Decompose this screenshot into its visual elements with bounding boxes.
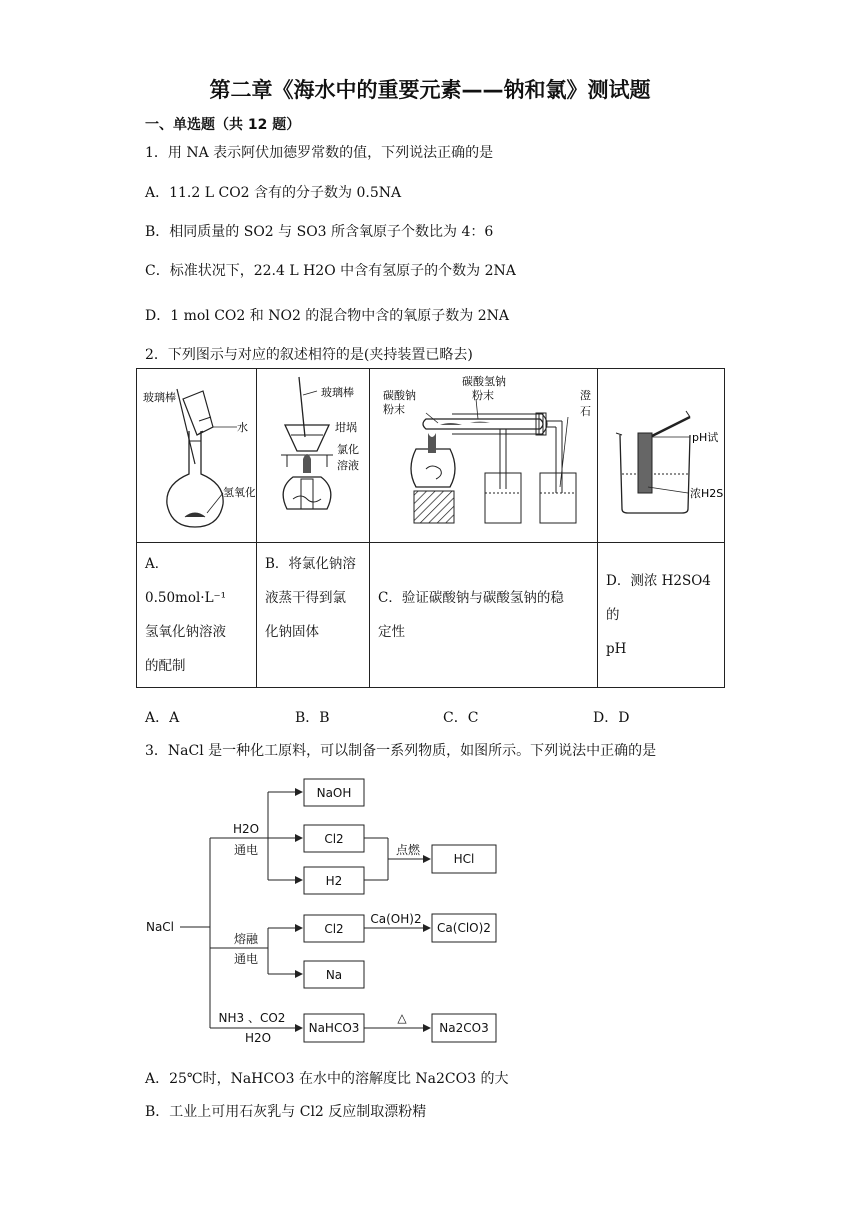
q2-figure-table: [136, 368, 725, 688]
q1-option-b: B．相同质量的 SO2 与 SO3 所含氧原子个数比为 4：6: [145, 224, 494, 240]
caption-c-line1: C．验证碳酸钠与碳酸氢钠的稳: [378, 590, 564, 606]
box-caclo2: Ca(ClO)2: [437, 921, 491, 935]
figa-label-water: 水: [237, 421, 248, 434]
caption-b-line3: 化钠固体: [265, 624, 319, 640]
q2-choice-b: B．B: [295, 710, 330, 726]
q1-option-d: D．1 mol CO2 和 NO2 的混合物中含的氧原子数为 2NA: [145, 308, 510, 324]
q3-option-b: B．工业上可用石灰乳与 Cl2 反应制取漂粉精: [145, 1104, 427, 1120]
box-h2: H2: [325, 874, 343, 888]
caption-b-line2: 液蒸干得到氯: [265, 590, 346, 606]
caption-b: [257, 543, 370, 688]
figure-a: [137, 369, 257, 543]
box-hcl: HCl: [453, 852, 475, 866]
volumetric-flask-illustration: [137, 369, 255, 538]
q2-choice-d: D．D: [593, 710, 630, 726]
diagram-root: NaCl: [145, 920, 175, 934]
ph-test-illustration: [598, 369, 723, 538]
nacl-flow-diagram: [140, 770, 510, 1055]
box-na: Na: [325, 968, 343, 982]
figa-label-naoh: 氢氧化: [223, 486, 255, 499]
branch2-label-molten: 熔融: [233, 932, 259, 946]
caption-a-line1: A．0.50mol·L⁻¹: [145, 556, 227, 606]
box-na2co3: Na2CO3: [439, 1021, 489, 1035]
figa-label-glass-rod: 玻璃棒: [143, 391, 176, 404]
q2-choice-c: C．C: [443, 710, 479, 726]
caption-c-line2: 定性: [378, 624, 405, 640]
figb-label-chloride: 氯化: [337, 443, 359, 456]
caption-b-line1: B．将氯化钠溶: [265, 556, 356, 572]
evaporation-illustration: [257, 369, 368, 538]
figure-c: [370, 369, 598, 543]
caption-a: [137, 543, 257, 688]
box-cl2-b: Cl2: [324, 922, 344, 936]
section-heading: 一、单选题（共 12 题）: [145, 117, 301, 133]
thermal-stability-illustration: [370, 369, 596, 538]
figd-label-conc-h2so4: 浓H2S: [690, 487, 723, 500]
box-naoh: NaOH: [316, 786, 352, 800]
arrow-label-caoh2: Ca(OH)2: [370, 912, 422, 926]
branch3-label-water: H2O: [244, 1031, 272, 1045]
branch1-label-water: H2O: [232, 822, 260, 836]
q3-stem: 3．NaCl 是一种化工原料，可以制备一系列物质，如图所示。下列说法中正确的是: [145, 743, 657, 759]
q2-choice-a: A．A: [145, 710, 180, 726]
figure-d: [598, 369, 725, 543]
figc-label-nahco3: 碳酸氢钠: [462, 375, 506, 388]
arrow-label-heat: △: [397, 1011, 407, 1025]
q2-stem: 2．下列图示与对应的叙述相符的是(夹持装置已略去): [145, 347, 473, 363]
figb-label-glass-rod: 玻璃棒: [321, 386, 354, 399]
q1-stem: 1．用 NA 表示阿伏加德罗常数的值，下列说法正确的是: [145, 145, 494, 161]
figc-label-lime: 石: [580, 405, 591, 418]
figd-label-ph-paper: pH试: [692, 431, 719, 444]
caption-a-line2: 氢氧化钠溶液: [145, 624, 226, 640]
page-title: 第二章《海水中的重要元素——钠和氯》测试题: [209, 78, 651, 102]
figb-label-crucible: 坩埚: [335, 421, 357, 434]
caption-d: [598, 543, 725, 688]
q1-option-a: A．11.2 L CO2 含有的分子数为 0.5NA: [145, 185, 402, 201]
q3-option-a: A．25℃时，NaHCO3 在水中的溶解度比 Na2CO3 的大: [145, 1071, 509, 1087]
figb-label-solution: 溶液: [337, 459, 359, 472]
box-nahco3: NaHCO3: [308, 1021, 360, 1035]
q1-option-c: C．标准状况下，22.4 L H2O 中含有氢原子的个数为 2NA: [145, 263, 516, 279]
branch1-label-electrolysis: 通电: [233, 843, 259, 857]
box-cl2-a: Cl2: [324, 832, 344, 846]
caption-a-line3: 的配制: [145, 658, 186, 674]
figc-label-clear: 澄: [580, 389, 591, 402]
figc-label-powder2: 粉末: [472, 389, 494, 402]
caption-c: [370, 543, 598, 688]
caption-d-line2: pH: [606, 641, 627, 657]
branch2-label-electrolysis: 通电: [233, 952, 259, 966]
figc-label-na2co3: 碳酸钠: [383, 389, 416, 402]
arrow-label-ignite: 点燃: [395, 843, 421, 857]
caption-d-line1: D．测浓 H2SO4 的: [606, 573, 711, 623]
branch3-label-reactants: NH3 、CO2: [218, 1011, 286, 1025]
figc-label-powder1: 粉末: [383, 403, 405, 416]
figure-b: [257, 369, 370, 543]
